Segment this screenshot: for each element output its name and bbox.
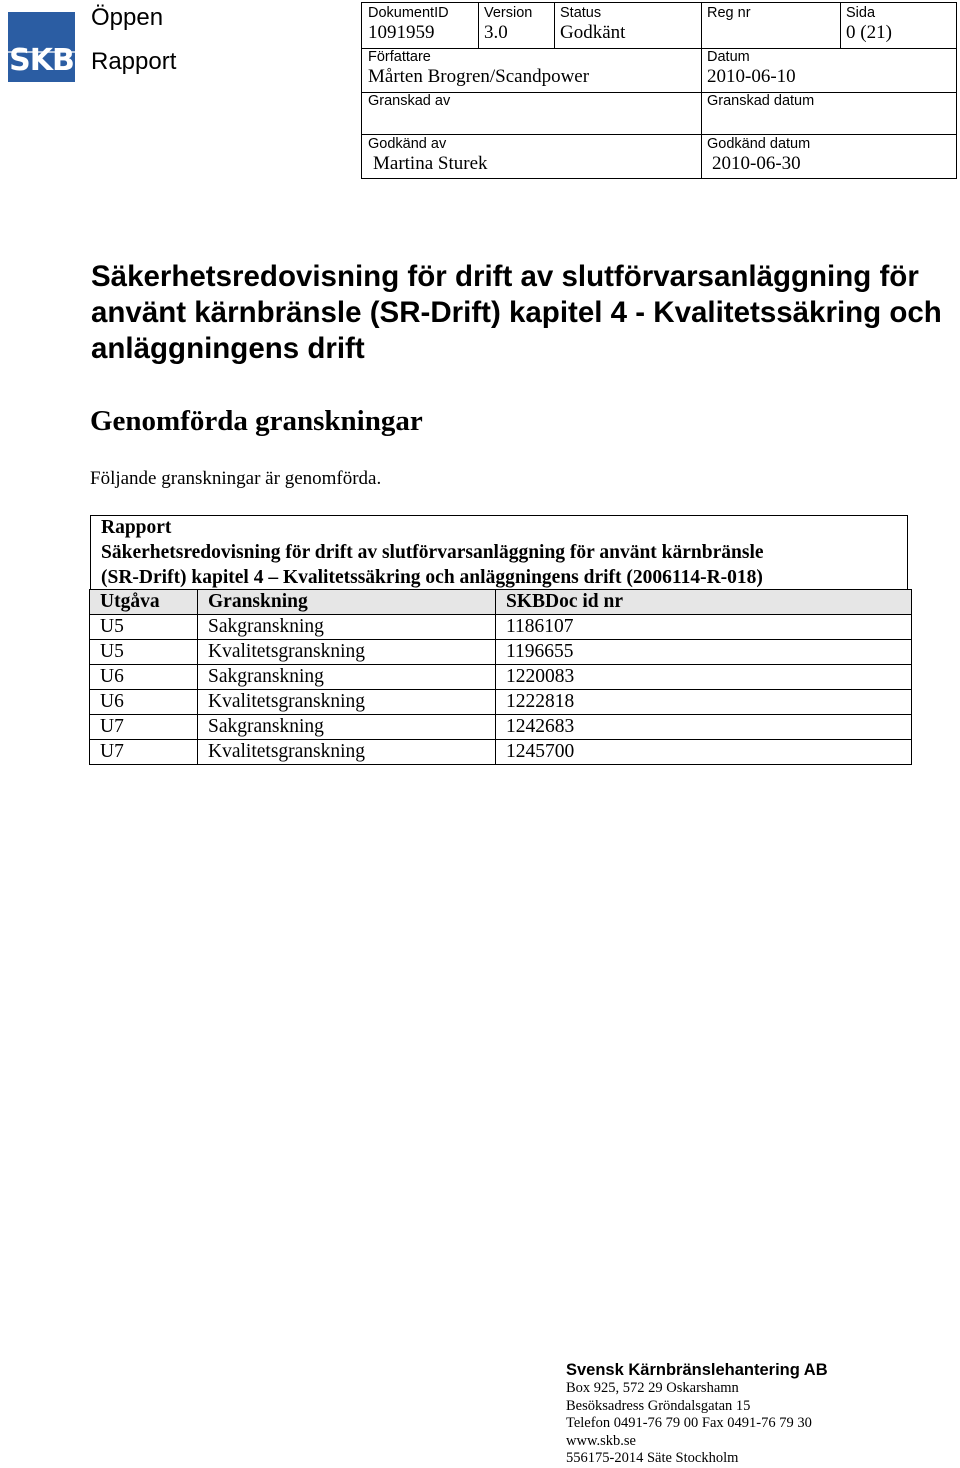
doc-id-cell: 1245700 <box>496 740 912 765</box>
author-label: Författare <box>368 49 431 65</box>
version-label: Version <box>484 5 533 21</box>
section-heading: Genomförda granskningar <box>90 405 423 437</box>
review-cell: Sakgranskning <box>198 665 496 690</box>
column-header-review: Granskning <box>198 590 496 615</box>
footer-website[interactable]: www.skb.se <box>566 1432 636 1449</box>
report-reference <box>90 515 908 590</box>
page-number: 0 (21) <box>846 22 892 43</box>
edition-cell: U7 <box>90 740 198 765</box>
edition-cell: U5 <box>90 640 198 665</box>
table-row <box>90 715 912 740</box>
report-title-line2: (SR-Drift) kapitel 4 – Kvalitetssäkring och anläggningens drift (2006114-R-018) <box>101 567 763 588</box>
approved-by: Martina Sturek <box>373 153 488 174</box>
footer-visiting-address: Besöksadress Gröndalsgatan 15 <box>566 1397 751 1414</box>
table-row <box>90 740 912 765</box>
footer <box>566 1360 828 1468</box>
review-cell: Kvalitetsgranskning <box>198 690 496 715</box>
skb-logo <box>8 12 75 82</box>
table-row <box>90 690 912 715</box>
classification: Öppen <box>91 4 164 31</box>
column-header-doc-id: SKBDoc id nr <box>496 590 912 615</box>
reviewed-date-label: Granskad datum <box>707 93 815 109</box>
table-header-row <box>90 590 912 615</box>
reviews-table <box>89 589 912 765</box>
review-cell: Sakgranskning <box>198 715 496 740</box>
table-row <box>90 615 912 640</box>
doc-id-cell: 1220083 <box>496 665 912 690</box>
footer-org-number: 556175-2014 Säte Stockholm <box>566 1450 739 1467</box>
approved-date-label: Godkänd datum <box>707 136 811 152</box>
reg-nr-label: Reg nr <box>707 5 751 21</box>
table-row <box>90 640 912 665</box>
approved-date: 2010-06-30 <box>712 153 801 174</box>
footer-phone: Telefon 0491-76 79 00 Fax 0491-76 79 30 <box>566 1415 812 1432</box>
reviewed-by-label: Granskad av <box>368 93 451 109</box>
column-header-edition: Utgåva <box>90 590 198 615</box>
table-row <box>90 665 912 690</box>
review-cell: Sakgranskning <box>198 615 496 640</box>
date-label: Datum <box>707 49 750 65</box>
status-label: Status <box>560 5 602 21</box>
metadata-table <box>361 2 957 179</box>
version: 3.0 <box>484 22 508 43</box>
document-id: 1091959 <box>368 22 435 43</box>
intro-text: Följande granskningar är genomförda. <box>90 468 382 489</box>
document-id-label: DokumentID <box>368 5 449 21</box>
document-title: Säkerhetsredovisning för drift av slutförvarsanläggning för använt kärnbränsle (SR-Drift) kapitel 4 - Kvalitetssäkring och anläggningens drift <box>91 260 942 365</box>
footer-company: Svensk Kärnbränslehantering AB <box>566 1361 828 1379</box>
doc-id-cell: 1242683 <box>496 715 912 740</box>
footer-address: Box 925, 572 29 Oskarshamn <box>566 1380 739 1396</box>
report-label: Rapport <box>101 517 172 538</box>
doc-id-cell: 1186107 <box>496 615 912 640</box>
edition-cell: U6 <box>90 665 198 690</box>
approved-by-label: Godkänd av <box>368 136 447 152</box>
review-cell: Kvalitetsgranskning <box>198 740 496 765</box>
edition-cell: U5 <box>90 615 198 640</box>
review-cell: Kvalitetsgranskning <box>198 640 496 665</box>
document-type: Rapport <box>91 48 177 75</box>
author: Mårten Brogren/Scandpower <box>368 66 590 87</box>
status: Godkänt <box>560 22 626 43</box>
date: 2010-06-10 <box>707 66 796 87</box>
doc-id-cell: 1196655 <box>496 640 912 665</box>
edition-cell: U7 <box>90 715 198 740</box>
report-title-line1: Säkerhetsredovisning för drift av slutförvarsanläggning för använt kärnbränsle <box>101 542 764 563</box>
doc-id-cell: 1222818 <box>496 690 912 715</box>
page-label: Sida <box>846 5 876 21</box>
logo-text: SKB <box>9 43 74 78</box>
edition-cell: U6 <box>90 690 198 715</box>
